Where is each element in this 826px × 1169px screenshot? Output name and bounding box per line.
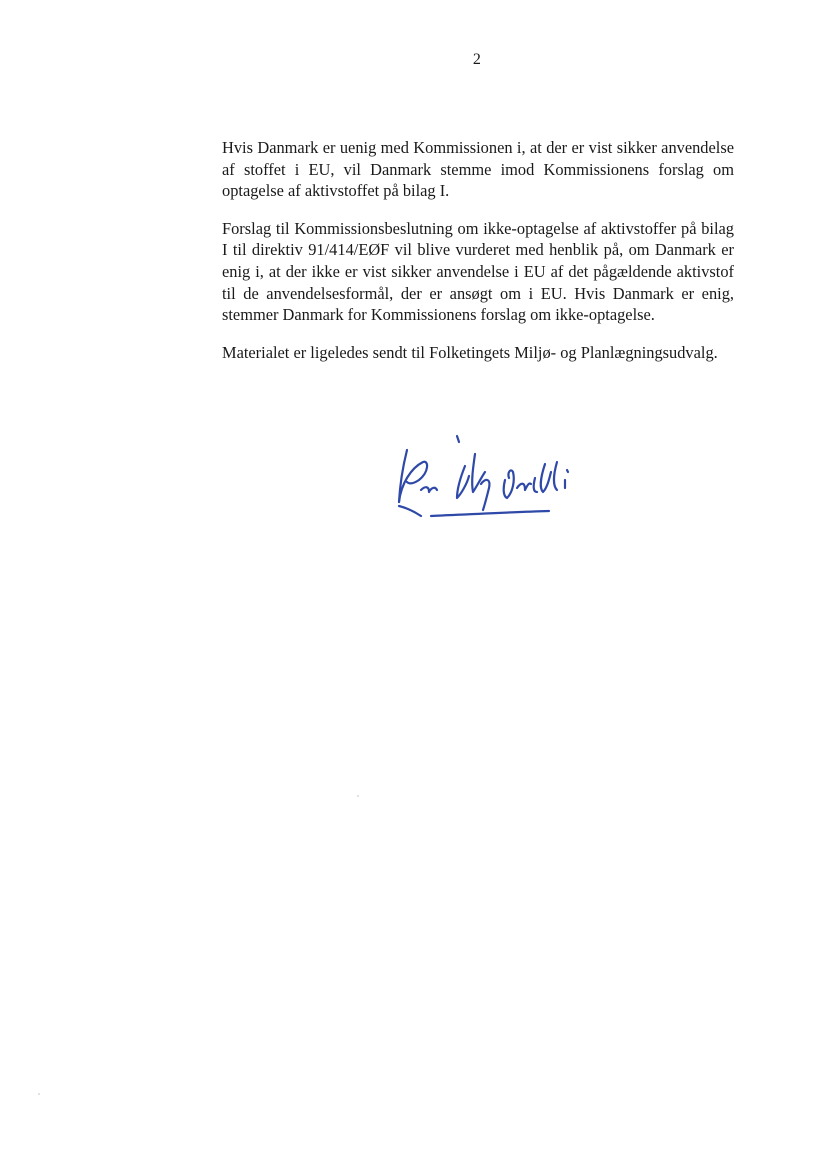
- paragraph-non-inclusion: Forslag til Kommissionsbeslutning om ikke-optagelse af aktivstoffer på bilag I til direktiv 91/414/EØF vil blive vurderet med henblik på, om Danmark er enig i, at der ikke er vist sikker anvendelse i EU af det pågældende aktivstof til de anvendelsesformål, der er ansøgt om i EU. Hvis Danmark er enig, stemmer Danmark for Kommissionens forslag om ikke-optagelse.: [222, 218, 734, 325]
- scan-speck: [38, 1093, 40, 1095]
- scan-speck: [357, 795, 359, 797]
- handwritten-signature-icon: [385, 432, 595, 524]
- letter-body: [222, 137, 734, 379]
- paragraph-disagreement: Hvis Danmark er uenig med Kommissionen i, at der er vist sikker anvendelse af stoffet i EU, vil Danmark stemme imod Kommissionens forslag om optagelse af aktivstoffet på bilag I.: [222, 138, 734, 201]
- paragraph-distribution: Materialet er ligeledes sendt til Folketingets Miljø- og Planlægningsudvalg.: [222, 342, 718, 362]
- page-number: 2: [472, 51, 482, 68]
- signature-drawing: [385, 432, 595, 524]
